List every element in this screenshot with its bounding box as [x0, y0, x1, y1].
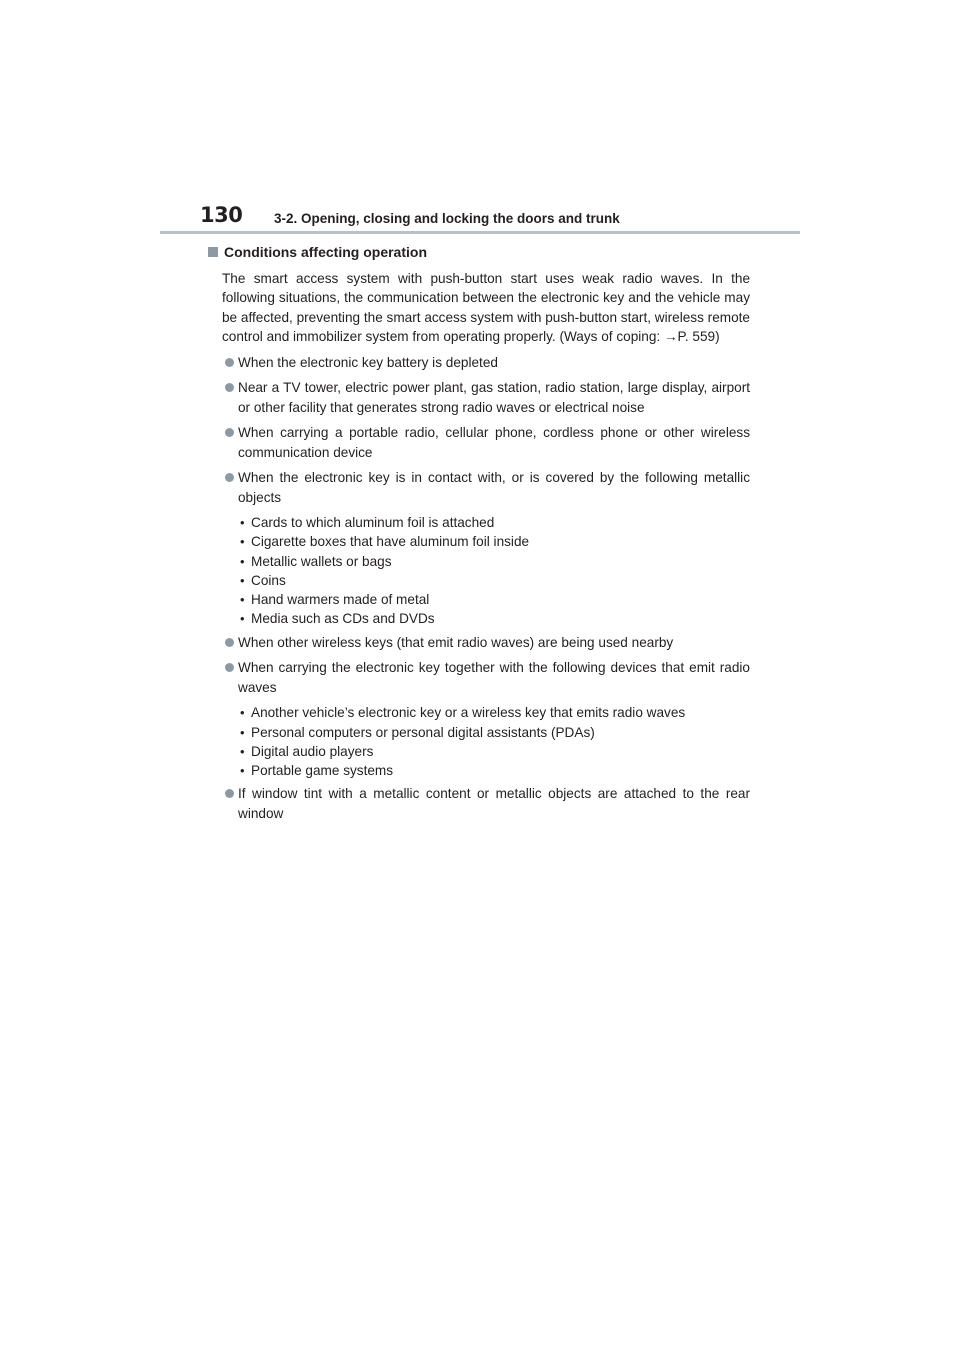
circle-bullet-icon [225, 663, 234, 672]
sub-list-text: Portable game systems [251, 763, 394, 779]
section-heading [208, 243, 750, 263]
page-number: 130 [200, 203, 243, 227]
sub-list [208, 513, 750, 629]
sub-bullet-icon: • [240, 592, 245, 608]
sub-list-item [208, 532, 750, 551]
bullet-item [208, 353, 750, 373]
circle-bullet-icon [225, 789, 234, 798]
sub-list-text: Digital audio players [251, 743, 374, 759]
section-intro: The smart access system with push-button start uses weak radio waves. In the following situations, the communication between the electronic key and the vehicle may be affected, preventing the smart access system with push-button start, wireless remote control and immobilizer system from operating properly. (Ways of coping: →P. 559) [222, 270, 750, 344]
sub-list-item [208, 513, 750, 532]
circle-bullet-icon [225, 428, 234, 437]
bullet-text: When carrying the electronic key together with the following devices that emit radio waves [238, 660, 750, 695]
sub-bullet-icon: • [240, 553, 245, 569]
sub-list-item [208, 590, 750, 609]
bullet-list [208, 353, 750, 824]
sub-bullet-icon: • [240, 705, 245, 721]
sub-list-item [208, 571, 750, 590]
bullet-text: When the electronic key battery is depleted [238, 354, 498, 370]
bullet-item [208, 784, 750, 823]
sub-bullet-icon: • [240, 515, 245, 530]
square-bullet-icon [208, 247, 218, 257]
sub-bullet-icon: • [240, 743, 245, 759]
bullet-text: If window tint with a metallic content or metallic objects are attached to the rear window [238, 786, 750, 821]
sub-bullet-icon: • [240, 724, 245, 740]
sub-list-item [208, 609, 750, 628]
bullet-text: When carrying a portable radio, cellular phone, cordless phone or other wireless communication device [238, 425, 750, 460]
bullet-item [208, 423, 750, 462]
sub-list-item [208, 761, 750, 780]
circle-bullet-icon [225, 473, 234, 482]
sub-list-item [208, 723, 750, 742]
sub-list-text: Metallic wallets or bags [251, 553, 392, 569]
bullet-text: When the electronic key is in contact with, or is covered by the following metallic objects [238, 470, 750, 505]
sub-list-text: Cigarette boxes that have aluminum foil inside [251, 534, 530, 550]
bullet-item [208, 378, 750, 417]
sub-list-item [208, 742, 750, 761]
section-heading-text: Conditions affecting operation [224, 244, 427, 260]
sub-list-text: Coins [251, 572, 286, 588]
sub-list-text: Media such as CDs and DVDs [251, 611, 435, 627]
bullet-text: Near a TV tower, electric power plant, gas station, radio station, large display, airport or other facility that generates strong radio waves or electrical noise [238, 380, 750, 415]
sub-list-text: Hand warmers made of metal [251, 592, 430, 608]
bullet-item [208, 658, 750, 697]
page-content [208, 243, 750, 829]
sub-list-text: Cards to which aluminum foil is attached [251, 515, 495, 530]
sub-list [208, 703, 750, 780]
chapter-title: 3-2. Opening, closing and locking the doors and trunk [274, 211, 620, 226]
sub-list-text: Personal computers or personal digital assistants (PDAs) [251, 724, 595, 740]
sub-list-item [208, 552, 750, 571]
bullet-item [208, 468, 750, 507]
sub-list-text: Another vehicle’s electronic key or a wireless key that emits radio waves [251, 705, 686, 721]
sub-list-item [208, 703, 750, 722]
page-header [160, 200, 800, 234]
bullet-item [208, 633, 750, 653]
bullet-text: When other wireless keys (that emit radio waves) are being used nearby [238, 634, 674, 650]
circle-bullet-icon [225, 358, 234, 367]
circle-bullet-icon [225, 383, 234, 392]
circle-bullet-icon [225, 638, 234, 647]
sub-bullet-icon: • [240, 763, 245, 779]
header-rule [160, 231, 800, 234]
sub-bullet-icon: • [240, 572, 245, 588]
sub-bullet-icon: • [240, 534, 245, 550]
sub-bullet-icon: • [240, 611, 245, 627]
